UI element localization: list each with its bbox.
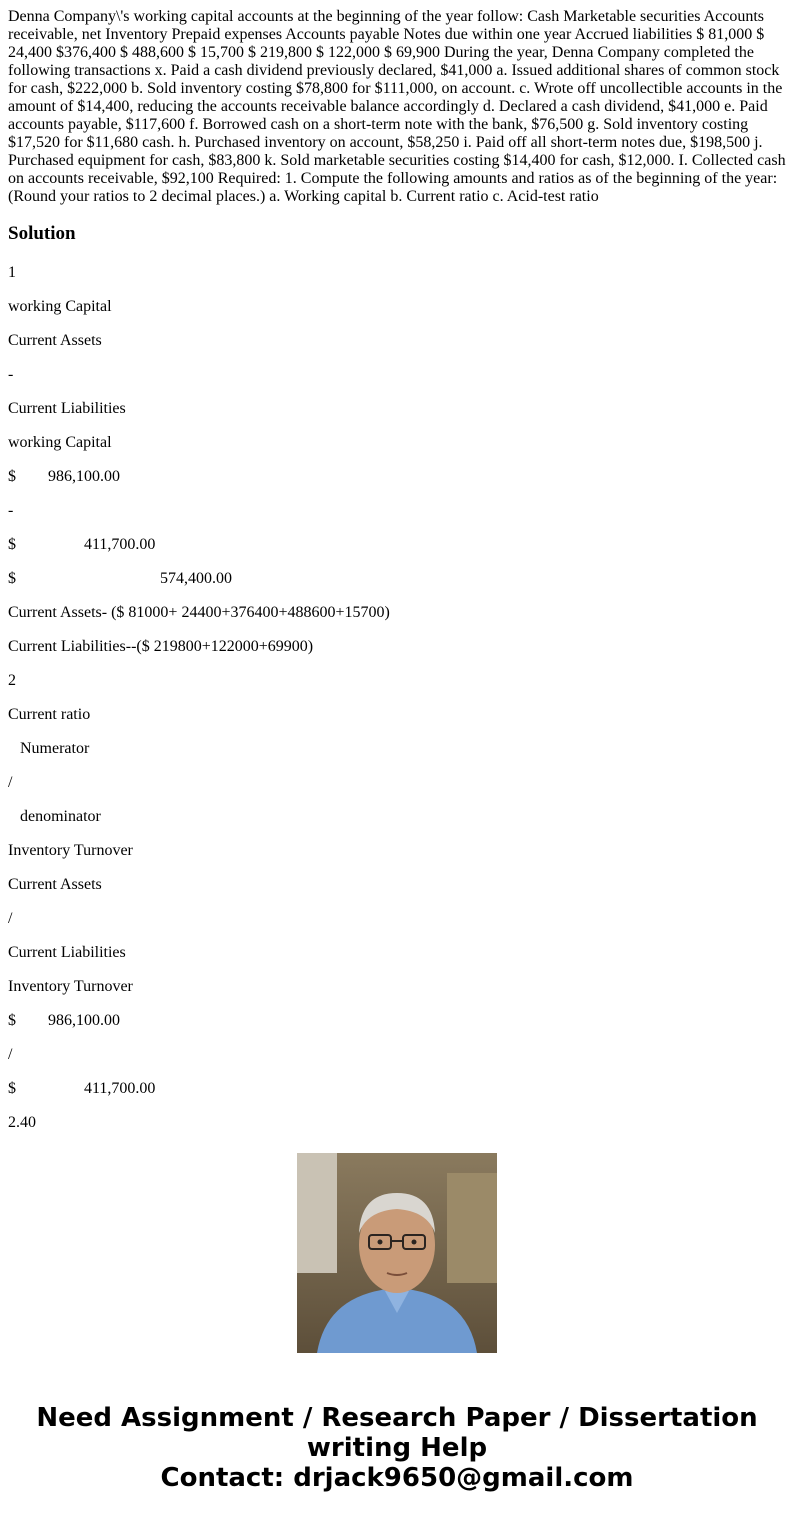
author-portrait-icon [297, 1153, 497, 1353]
question-text: Denna Company\'s working capital accounts at the beginning of the year follow: Cash Marketable securities Accounts receivable, net Inventory Prepaid expenses Accounts payable Notes due within one year Accrued liabilities $ 81,000 $ 24,400 $376,400 $ 488,600 $ 15,700 $ 219,800 $ 122,000 $ 69,900 During the year, Denna Company completed the following transactions x. Paid a cash dividend previously declared, $41,000 a. Issued additional shares of common stock for cash, $222,000 b. Sold inventory costing $78,800 for $111,000, on account. c. Wrote off uncollectible accounts in the amount of $14,400, reducing the accounts receivable balance accordingly d. Declared a cash dividend, $41,000 e. Paid accounts payable, $117,600 f. Borrowed cash on a short-term note with the bank, $76,500 g. Sold inventory costing $17,520 for $11,680 cash. h. Purchased inventory on account, $58,250 i. Paid off all short-term notes due, $198,500 j. Purchased equipment for cash, $83,800 k. Sold marketable securities costing $14,400 for cash, $12,000. I. Collected cash on accounts receivable, $92,100 Required: 1. Compute the following amounts and ratios as of the beginning of the year: (Round your ratios to 2 decimal places.) a. Working capital b. Current ratio c. Acid-test ratio [8, 8, 786, 205]
solution-line: Inventory Turnover [8, 842, 133, 859]
promo-footer [0, 1140, 794, 1523]
solution-line: - [8, 366, 14, 383]
promo-line-1: Need Assignment / Research Paper / Dissertation [36, 1403, 758, 1433]
solution-line: Current Liabilities [8, 944, 126, 961]
solution-line: / [8, 1046, 13, 1063]
solution-line: $ 986,100.00 [8, 468, 120, 485]
promo-contact: Contact: drjack9650@gmail.com [160, 1463, 634, 1493]
solution-line: 2.40 [8, 1114, 36, 1131]
solution-line: $ 411,700.00 [8, 1080, 156, 1097]
solution-line: Inventory Turnover [8, 978, 133, 995]
document [8, 8, 788, 245]
solution-line: / [8, 774, 13, 791]
solution-line: denominator [8, 808, 101, 825]
solution-line: working Capital [8, 434, 112, 451]
solution-line: Current Liabilities--($ 219800+122000+69900) [8, 638, 314, 655]
solution-heading: Solution [8, 223, 76, 244]
solution-line: $ 986,100.00 [8, 1012, 120, 1029]
solution-line: $ 411,700.00 [8, 536, 156, 553]
solution-line: Current Assets- ($ 81000+ 24400+376400+488600+15700) [8, 604, 390, 621]
solution-line: $ 574,400.00 [8, 570, 232, 587]
solution-line: Current Liabilities [8, 400, 126, 417]
solution-body [8, 264, 788, 1131]
solution-line: Numerator [8, 740, 90, 757]
author-avatar [297, 1153, 497, 1353]
solution-line: 1 [8, 264, 16, 281]
solution-line: working Capital [8, 298, 112, 315]
promo-text [0, 1403, 794, 1493]
solution-line: 2 [8, 672, 16, 689]
solution-line: / [8, 910, 13, 927]
solution-line: Current Assets [8, 332, 102, 349]
promo-line-2: writing Help [306, 1433, 488, 1463]
solution-line: Current Assets [8, 876, 102, 893]
solution-line: - [8, 502, 14, 519]
solution-line: Current ratio [8, 706, 91, 723]
